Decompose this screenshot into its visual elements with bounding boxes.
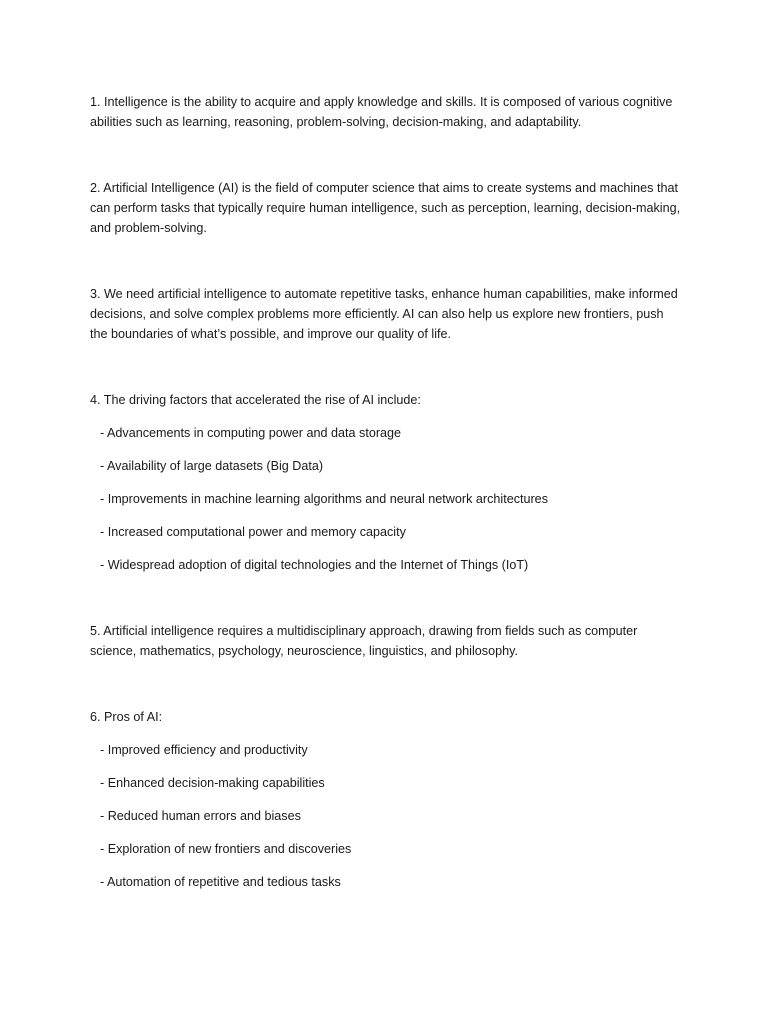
list-item: - Enhanced decision-making capabilities (100, 776, 325, 790)
spacer (90, 575, 682, 621)
spacer (90, 344, 682, 390)
pros-of-ai-list (90, 740, 682, 892)
list-item: - Improved efficiency and productivity (100, 743, 308, 757)
paragraph-3: 3. We need artificial intelligence to automate repetitive tasks, enhance human capabilities, make informed decisions, and solve complex problems more efficiently. AI can also help us explore new frontiers, push the boundaries of what’s possible, and improve our quality of life. (90, 287, 678, 341)
paragraph-4-intro: 4. The driving factors that accelerated the rise of AI include: (90, 393, 421, 407)
list-item: - Exploration of new frontiers and discoveries (100, 842, 352, 856)
paragraph-6-intro: 6. Pros of AI: (90, 710, 163, 724)
list-item: - Improvements in machine learning algorithms and neural network architectures (100, 492, 548, 506)
list-item: - Availability of large datasets (Big Data) (100, 459, 324, 473)
list-item: - Increased computational power and memory capacity (100, 525, 406, 539)
list-item: - Advancements in computing power and data storage (100, 426, 402, 440)
paragraph-1: 1. Intelligence is the ability to acquire and apply knowledge and skills. It is composed of various cognitive abilities such as learning, reasoning, problem-solving, decision-making, and adaptability. (90, 95, 673, 129)
spacer (90, 132, 682, 178)
spacer (90, 238, 682, 284)
list-item: - Reduced human errors and biases (100, 809, 301, 823)
paragraph-5: 5. Artificial intelligence requires a multidisciplinary approach, drawing from fields such as computer science, mathematics, psychology, neuroscience, linguistics, and philosophy. (90, 624, 638, 658)
list-item: - Automation of repetitive and tedious tasks (100, 875, 341, 889)
list-item: - Widespread adoption of digital technologies and the Internet of Things (IoT) (100, 558, 529, 572)
paragraph-2: 2. Artificial Intelligence (AI) is the field of computer science that aims to create systems and machines that can perform tasks that typically require human intelligence, such as perception, learning, decision-making, and problem-solving. (90, 181, 681, 235)
spacer (90, 661, 682, 707)
document-body (90, 92, 682, 892)
driving-factors-list (90, 423, 682, 575)
